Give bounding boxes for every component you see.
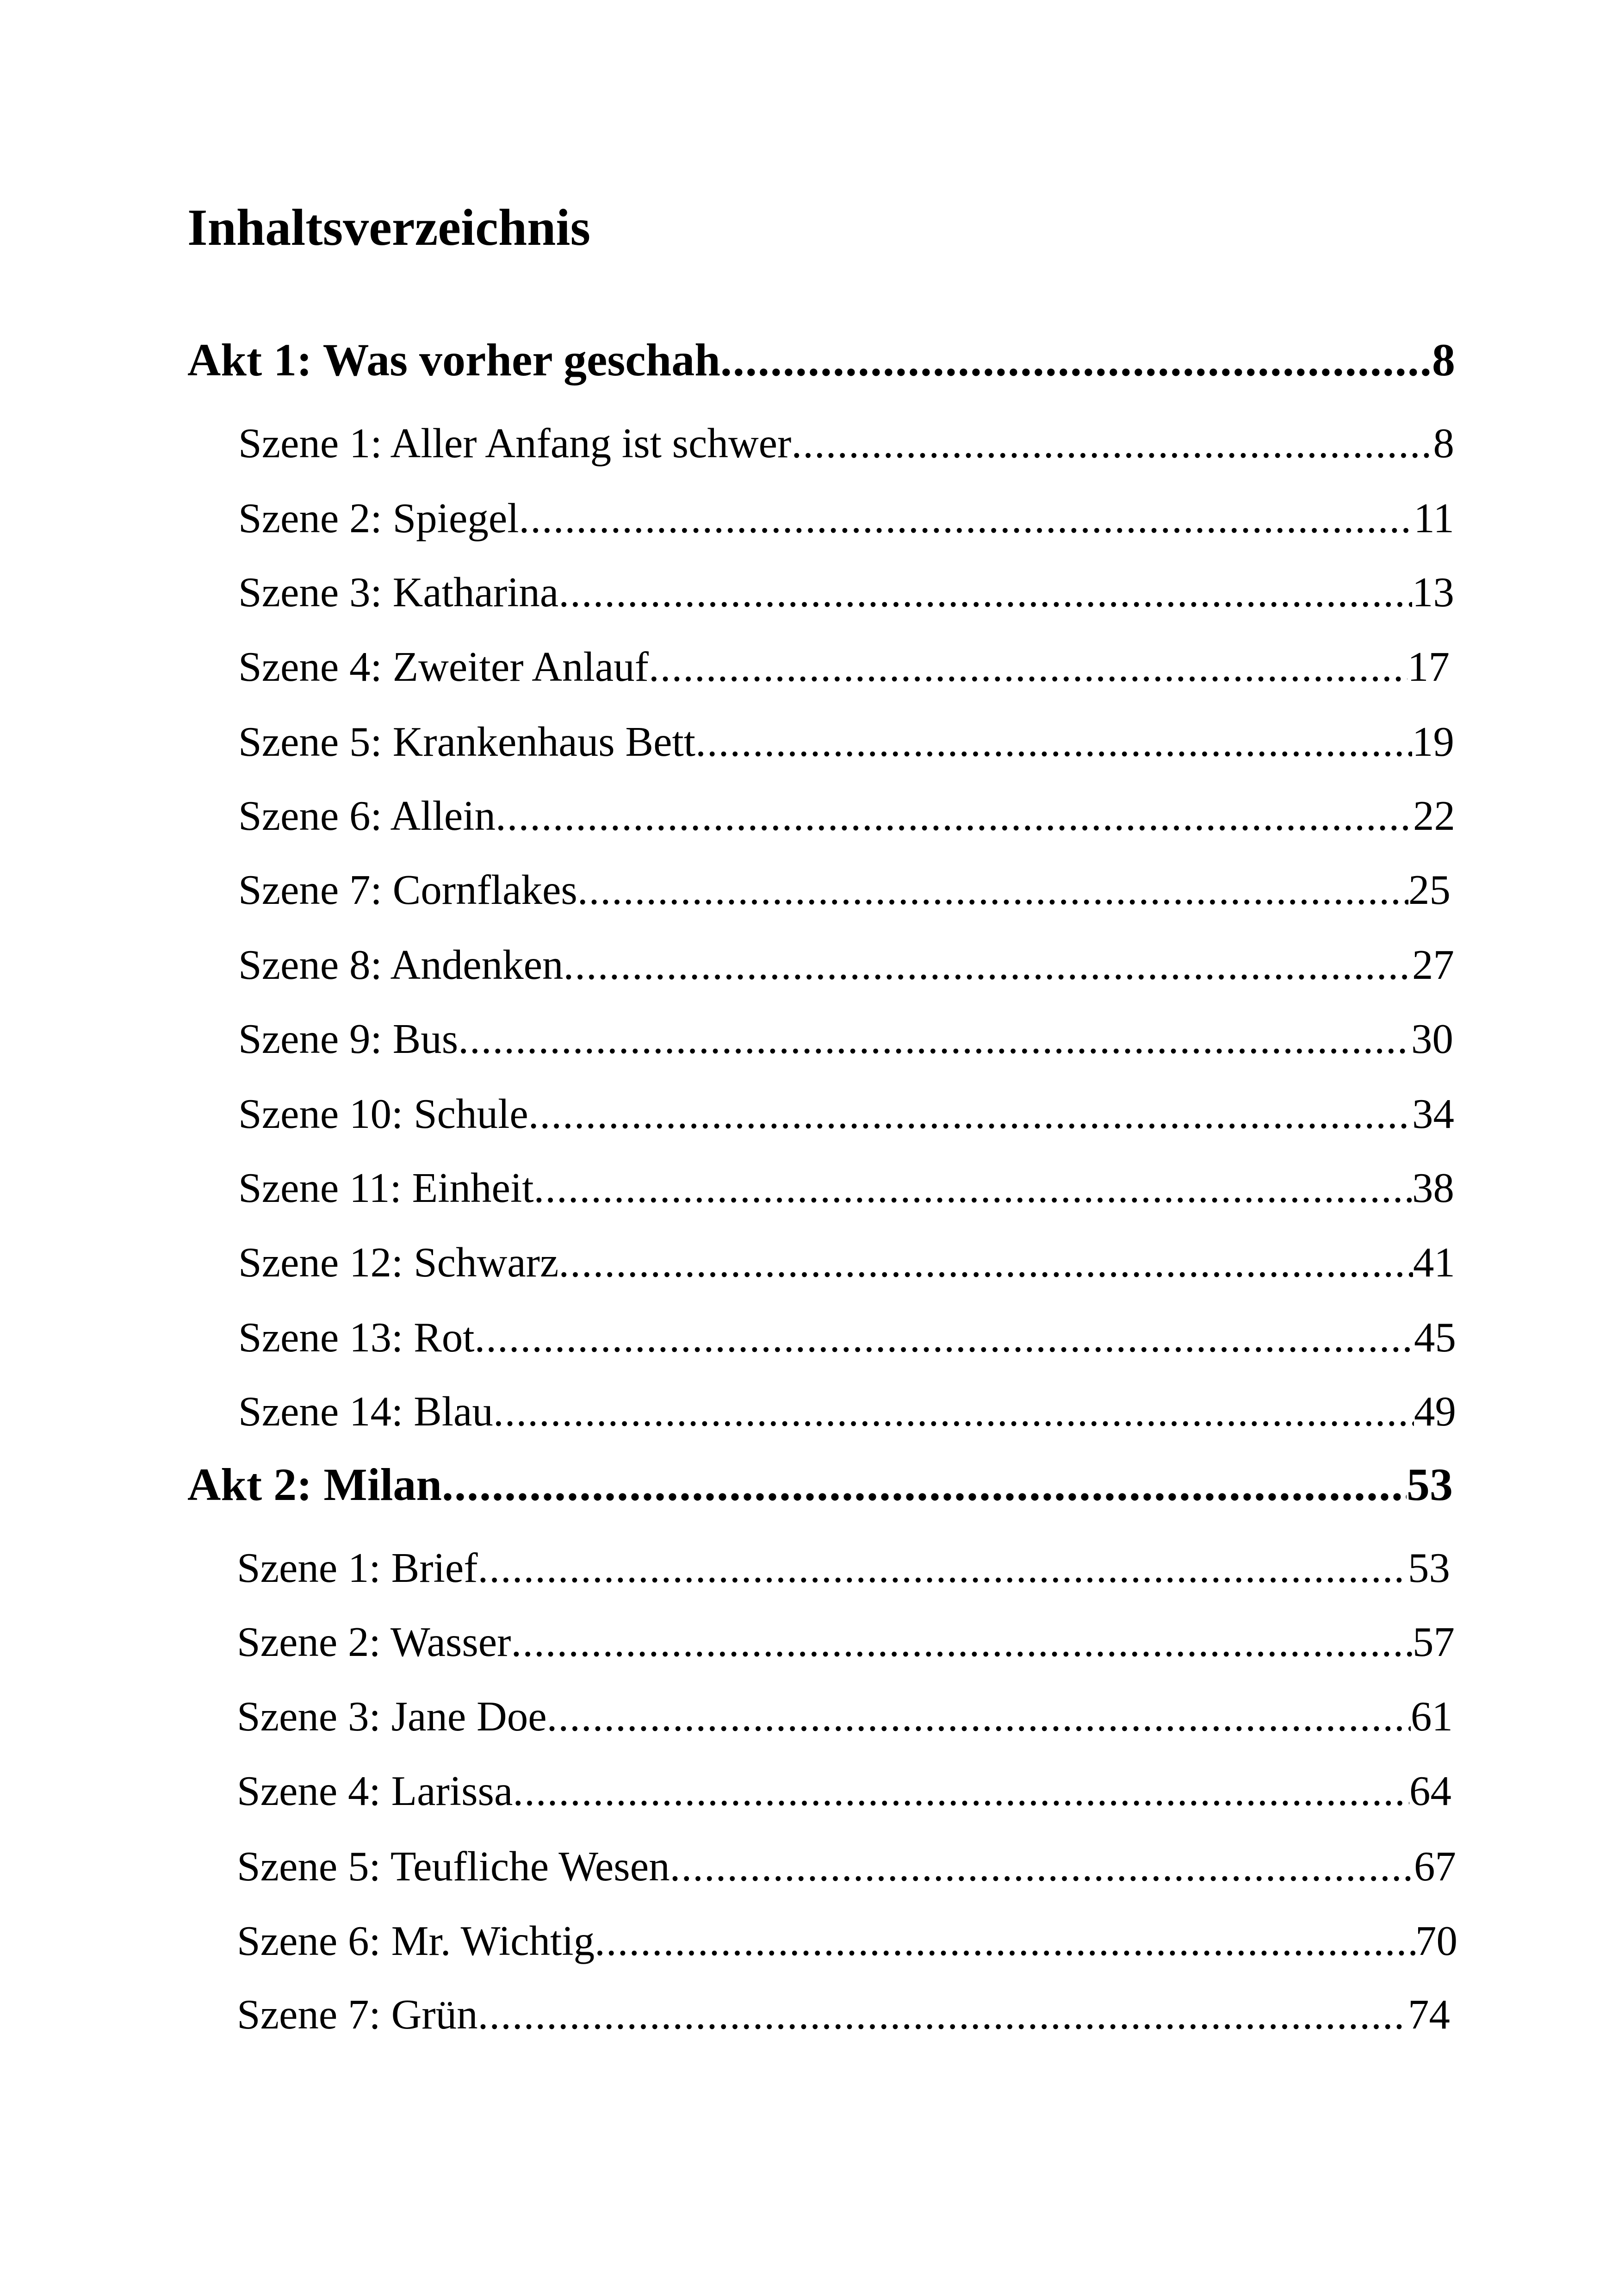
toc-page-number: 25 (1408, 866, 1451, 913)
toc-act-1[interactable] (187, 329, 1455, 389)
toc-page-number: 53 (1407, 1459, 1453, 1510)
toc-dot-leader (519, 497, 1414, 545)
toc-page-number: 30 (1411, 1015, 1453, 1062)
toc-page-number: 38 (1412, 1164, 1454, 1211)
toc-entry-label: Szene 8: Andenken (238, 941, 564, 988)
toc-page-number: 67 (1414, 1843, 1456, 1890)
toc-page-number: 22 (1413, 792, 1455, 839)
toc-entry-label: Szene 5: Krankenhaus Bett (238, 718, 696, 765)
toc-page-number: 74 (1408, 1991, 1450, 2038)
toc-dot-leader (475, 1316, 1414, 1364)
toc-page-number: 61 (1411, 1693, 1453, 1740)
toc-dot-leader (478, 1993, 1408, 2041)
toc-dot-leader (577, 869, 1408, 916)
toc-entry-act1-scene9[interactable] (238, 1005, 1453, 1065)
toc-entry-act1-scene1[interactable] (238, 410, 1454, 470)
toc-entry-label: Szene 1: Aller Anfang ist schwer (238, 420, 792, 467)
toc-entry-act1-scene5[interactable] (238, 708, 1454, 768)
toc-entry-label: Szene 11: Einheit (238, 1164, 534, 1211)
toc-entry-label: Szene 14: Blau (238, 1388, 493, 1435)
toc-dot-leader (458, 1018, 1411, 1065)
toc-entry-act2-scene4[interactable] (237, 1757, 1451, 1817)
toc-entry-act2-scene7[interactable] (237, 1981, 1450, 2041)
toc-dot-leader (558, 1241, 1413, 1289)
toc-page-number: 19 (1412, 718, 1454, 765)
toc-entry-act1-scene12[interactable] (238, 1229, 1455, 1289)
toc-entry-label: Szene 7: Grün (237, 1991, 478, 2038)
toc-entry-act2-scene1[interactable] (237, 1534, 1450, 1594)
toc-dot-leader (478, 1547, 1408, 1594)
toc-entry-label: Szene 9: Bus (238, 1015, 459, 1062)
toc-entry-act1-scene4[interactable] (238, 633, 1450, 693)
toc-page-number: 57 (1413, 1618, 1455, 1665)
toc-page-number: 17 (1407, 643, 1450, 690)
toc-entry-act1-scene11[interactable] (238, 1154, 1454, 1214)
toc-entry-act2-scene6[interactable] (237, 1907, 1457, 1967)
toc-dot-leader (528, 1093, 1412, 1140)
toc-entry-act1-scene2[interactable] (238, 485, 1454, 545)
toc-page-number: 64 (1409, 1767, 1451, 1814)
toc-dot-leader (720, 337, 1432, 389)
toc-entry-label: Szene 4: Larissa (237, 1767, 513, 1814)
toc-entry-act1-scene14[interactable] (238, 1378, 1456, 1438)
toc-page-number: 13 (1412, 569, 1454, 616)
toc-dot-leader (595, 1920, 1415, 1967)
toc-act-label: Akt 2: Milan (187, 1459, 442, 1510)
toc-dot-leader (564, 944, 1412, 991)
page-title: Inhaltsverzeichnis (187, 199, 591, 256)
toc-entry-act1-scene7[interactable] (238, 856, 1451, 916)
toc-page-number: 41 (1413, 1239, 1455, 1286)
toc-dot-leader (649, 646, 1407, 693)
toc-dot-leader (442, 1462, 1407, 1513)
toc-entry-label: Szene 4: Zweiter Anlauf (238, 643, 649, 690)
toc-dot-leader (558, 571, 1412, 619)
toc-entry-label: Szene 5: Teufliche Wesen (237, 1843, 670, 1890)
toc-entry-act1-scene13[interactable] (238, 1304, 1456, 1364)
toc-entry-label: Szene 12: Schwarz (238, 1239, 559, 1286)
toc-page-number: 27 (1412, 941, 1454, 988)
toc-entry-label: Szene 1: Brief (237, 1544, 478, 1591)
toc-entry-label: Szene 13: Rot (238, 1314, 475, 1361)
toc-dot-leader (534, 1167, 1412, 1214)
toc-entry-act1-scene3[interactable] (238, 559, 1454, 619)
toc-page-number: 70 (1415, 1917, 1457, 1964)
toc-entry-label: Szene 2: Spiegel (238, 495, 519, 541)
toc-page-number: 45 (1414, 1314, 1456, 1361)
toc-entry-label: Szene 6: Allein (238, 792, 496, 839)
toc-dot-leader (695, 721, 1412, 768)
toc-page-number: 49 (1414, 1388, 1456, 1435)
toc-entry-act2-scene3[interactable] (237, 1683, 1453, 1743)
toc-act-label: Akt 1: Was vorher geschah (187, 334, 720, 386)
toc-page-number: 8 (1433, 420, 1454, 467)
toc-dot-leader (493, 1390, 1414, 1438)
toc-entry-act1-scene6[interactable] (238, 782, 1455, 842)
toc-entry-label: Szene 6: Mr. Wichtig (237, 1917, 595, 1964)
toc-entry-label: Szene 3: Katharina (238, 569, 559, 616)
toc-dot-leader (513, 1770, 1409, 1817)
toc-entry-act1-scene8[interactable] (238, 931, 1454, 991)
toc-entry-label: Szene 10: Schule (238, 1090, 528, 1137)
toc-page-number: 11 (1413, 495, 1454, 541)
toc-dot-leader (670, 1845, 1414, 1893)
toc-entry-label: Szene 3: Jane Doe (237, 1693, 547, 1740)
toc-dot-leader (791, 422, 1433, 470)
toc-entry-act2-scene5[interactable] (237, 1833, 1456, 1893)
toc-dot-leader (511, 1621, 1413, 1668)
toc-entry-act2-scene2[interactable] (237, 1608, 1455, 1668)
toc-dot-leader (496, 795, 1413, 842)
toc-entry-label: Szene 2: Wasser (237, 1618, 511, 1665)
toc-entry-act1-scene10[interactable] (238, 1080, 1454, 1140)
toc-entry-label: Szene 7: Cornflakes (238, 866, 577, 913)
toc-dot-leader (547, 1695, 1411, 1743)
toc-page-number: 34 (1412, 1090, 1454, 1137)
toc-act-2[interactable] (187, 1453, 1453, 1513)
toc-page-number: 53 (1408, 1544, 1450, 1591)
toc-page-number: 8 (1432, 334, 1455, 386)
